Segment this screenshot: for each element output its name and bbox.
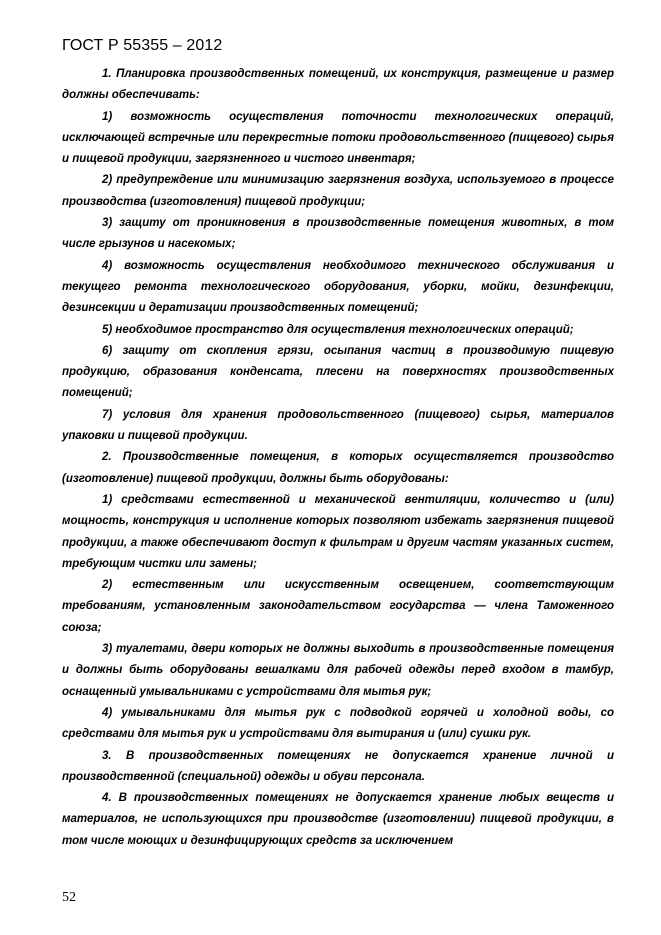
page-number: 52 <box>62 890 76 905</box>
paragraph-1-item-6: 6) защиту от скопления грязи, осыпания частиц в производимую пищевую продукцию, образования конденсата, плесени на поверхностях производственных помещений; <box>62 344 614 400</box>
paragraph-1-item-4: 4) возможность осуществления необходимого технического обслуживания и текущего ремонта технологического оборудования, уборки, мойки, дезинфекции, дезинсекции и дератизации производственных помещений; <box>62 259 614 315</box>
paragraph-1: 1. Планировка производственных помещений, их конструкция, размещение и размер должны обеспечивать: <box>62 68 614 102</box>
paragraph-2: 2. Производственные помещения, в которых осуществляется производство (изготовление) пищевой продукции, должны быть оборудованы: <box>62 451 614 485</box>
paragraph-1-item-2: 2) предупреждение или минимизацию загрязнения воздуха, используемого в процессе производства (изготовления) пищевой продукции; <box>62 174 614 208</box>
paragraph-2-item-3: 3) туалетами, двери которых не должны выходить в производственные помещения и должны быть оборудованы вешалками для рабочей одежды перед входом в тамбур, оснащенный умывальниками с устройствами для мытья рук; <box>62 643 614 698</box>
paragraph-2-item-4: 4) умывальниками для мытья рук с подводкой горячей и холодной воды, со средствами для мытья рук и устройствами для вытирания и (или) сушки рук. <box>62 706 614 741</box>
paragraph-1-item-3: 3) защиту от проникновения в производственные помещения животных, в том числе грызунов и насекомых; <box>62 217 614 251</box>
paragraph-2-item-1: 1) средствами естественной и механической вентиляции, количество и (или) мощность, конструкция и исполнение которых позволяют избежать загрязнения пищевой продукции, а также обеспечивают доступ к фильтрам и другим частям указанных систем, требующим чистки или замены; <box>62 493 614 570</box>
document-body <box>62 64 614 852</box>
paragraph-3: 3. В производственных помещениях не допускается хранение личной и производственной (специальной) одежды и обуви персонала. <box>62 749 614 783</box>
paragraph-1-item-1: 1) возможность осуществления поточности технологических операций, исключающей встречные или перекрестные потоки продовольственного (пищевого) сырья и пищевой продукции, загрязненного и чистого инвентаря; <box>62 110 614 166</box>
paragraph-4: 4. В производственных помещениях не допускается хранение любых веществ и материалов, не использующихся при производстве (изготовлении) пищевой продукции, в том числе моющих и дезинфицирующих средств за исключением <box>62 792 614 847</box>
paragraph-1-item-7: 7) условия для хранения продовольственного (пищевого) сырья, материалов упаковки и пищевой продукции. <box>62 408 614 443</box>
document-header: ГОСТ Р 55355 – 2012 <box>62 37 223 54</box>
paragraph-1-item-5: 5) необходимое пространство для осуществления технологических операций; <box>102 323 574 336</box>
paragraph-2-item-2: 2) естественным или искусственным освещением, соответствующим требованиям, установленным законодательством государства — члена Таможенного союза; <box>62 579 614 634</box>
